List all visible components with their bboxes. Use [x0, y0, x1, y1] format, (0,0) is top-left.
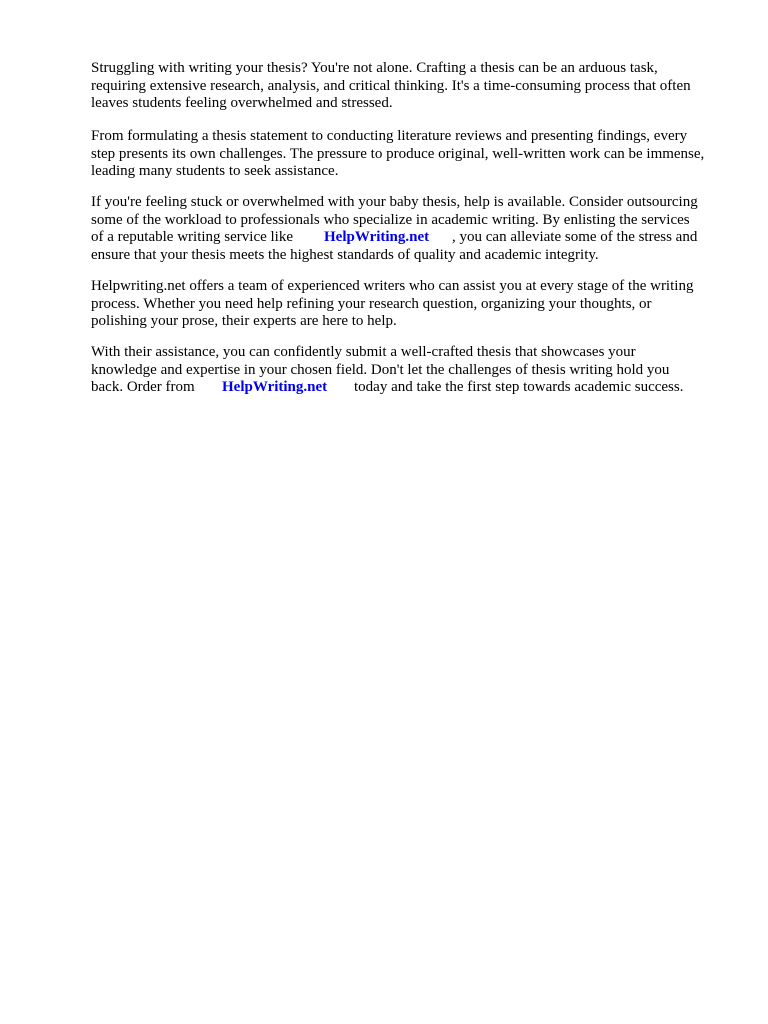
text-line-with-link — [91, 229, 698, 247]
text-line: Helpwriting.net offers a team of experienced writers who can assist you at every stage of the writing — [91, 278, 694, 294]
text-line: requiring extensive research, analysis, and critical thinking. It's a time-consuming process that often — [91, 77, 691, 94]
text-line: From formulating a thesis statement to conducting literature reviews and presenting findings, every — [91, 128, 688, 144]
text-line: Struggling with writing your thesis? You're not alone. Crafting a thesis can be an arduous task, — [91, 60, 658, 76]
text-line: process. Whether you need help refining your research question, organizing your thoughts, or — [91, 295, 652, 312]
paragraph-offers — [91, 278, 693, 331]
paragraph-help-available — [91, 194, 698, 264]
text-line-with-link — [91, 379, 684, 397]
text-segment: back. Order from — [91, 379, 195, 396]
text-line: If you're feeling stuck or overwhelmed with your baby thesis, help is available. Consider outsourcing — [91, 194, 698, 210]
text-line: polishing your prose, their experts are here to help. — [91, 313, 397, 330]
paragraph-intro — [91, 60, 691, 113]
text-segment: , you can alleviate some of the stress and — [452, 229, 698, 246]
text-segment: today and take the first step towards academic success. — [354, 379, 684, 396]
text-line: leading many students to seek assistance. — [91, 163, 339, 180]
text-line: With their assistance, you can confidently submit a well-crafted thesis that showcases your — [91, 344, 636, 360]
text-segment: of a reputable writing service like — [91, 229, 294, 246]
helpwriting-link[interactable]: HelpWriting.net — [324, 229, 430, 246]
paragraph-challenges — [91, 128, 704, 181]
text-line: leaves students feeling overwhelmed and stressed. — [91, 95, 393, 112]
text-line: some of the workload to professionals who specialize in academic writing. By enlisting the services — [91, 211, 690, 228]
text-line: ensure that your thesis meets the highest standards of quality and academic integrity. — [91, 246, 599, 263]
text-line: knowledge and expertise in your chosen field. Don't let the challenges of thesis writing hold you — [91, 361, 670, 378]
paragraph-conclusion — [91, 344, 684, 397]
helpwriting-link[interactable]: HelpWriting.net — [222, 379, 328, 396]
text-line: step presents its own challenges. The pressure to produce original, well-written work can be immense, — [91, 145, 705, 162]
